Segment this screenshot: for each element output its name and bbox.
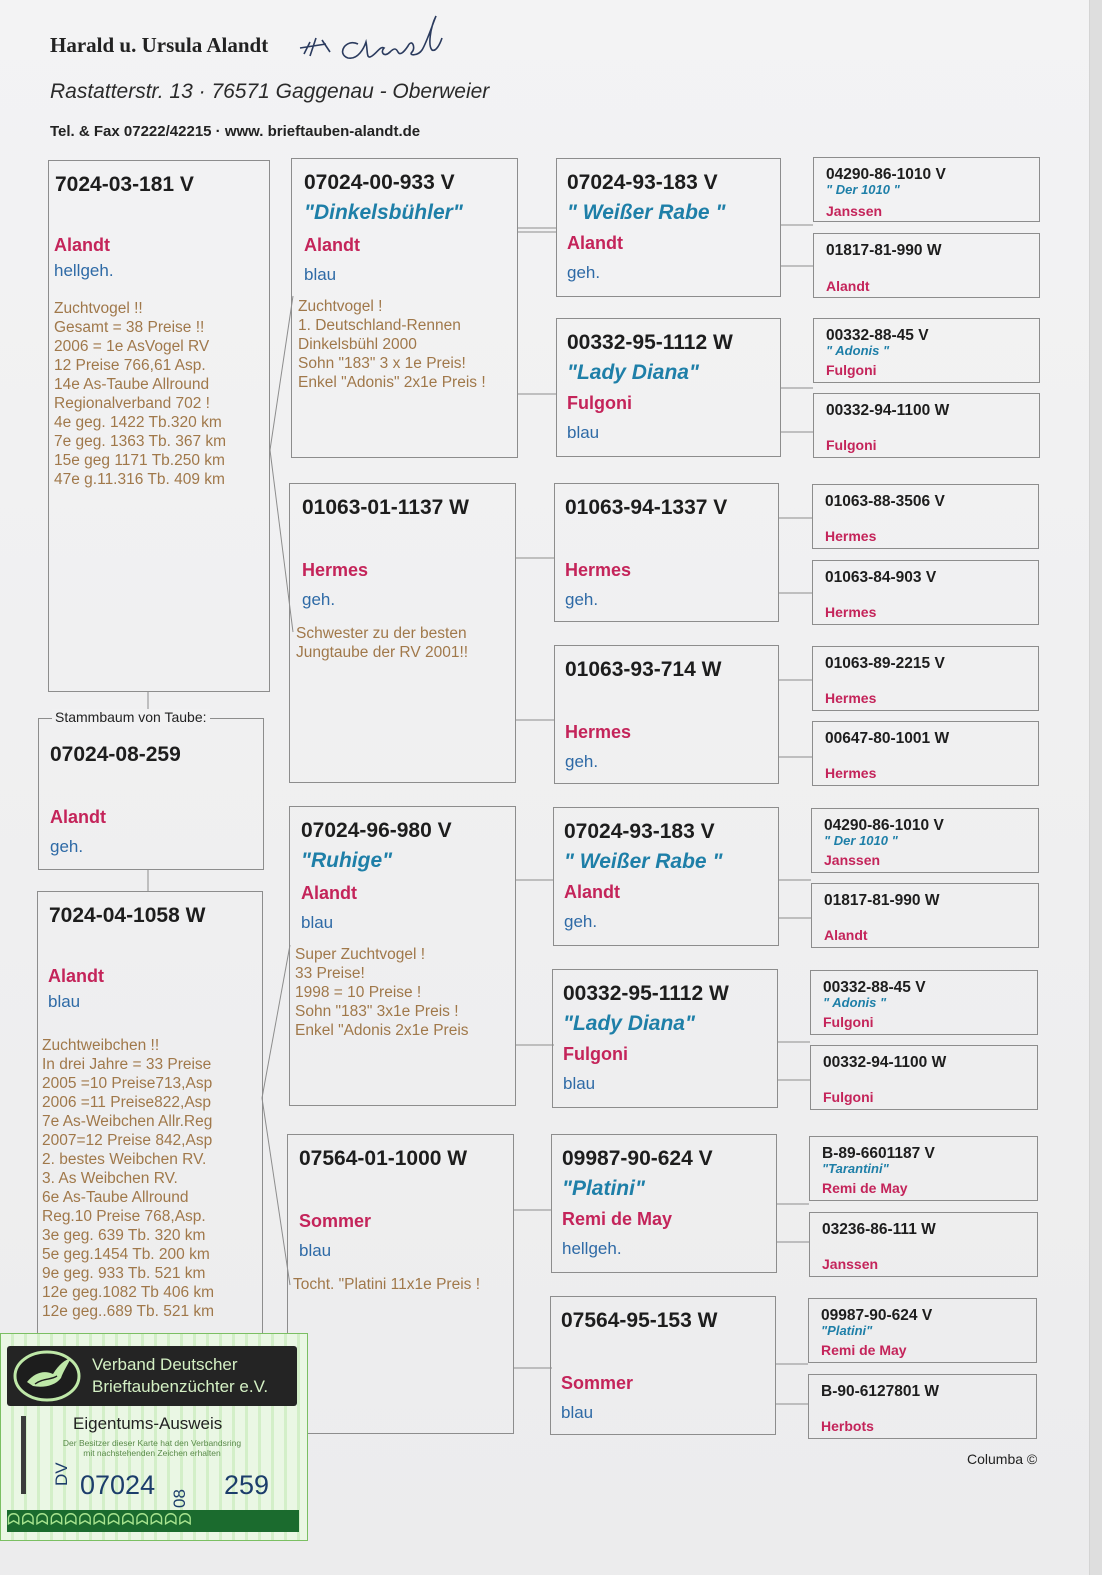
sticker-notice (47, 1438, 257, 1458)
sticker-org (92, 1354, 268, 1398)
great-grandparent-card[interactable] (554, 645, 779, 784)
grandparent-color: blau (304, 265, 337, 284)
note-line: 2005 =10 Preise713,Asp (42, 1075, 213, 1092)
subject-ring: 07024-08-259 (50, 743, 181, 766)
grandparent-nickname: "Dinkelsbühler" (304, 201, 463, 224)
ancestor-card[interactable] (810, 1045, 1038, 1110)
grandparent-nickname: "Ruhige" (301, 849, 393, 872)
grandparent-breeder: Sommer (299, 1211, 372, 1231)
ancestor-card[interactable] (812, 484, 1039, 549)
ancestor-breeder: Remi de May (821, 1342, 907, 1358)
subject-card[interactable] (38, 718, 264, 870)
ancestor-nickname: " Der 1010 " (826, 182, 900, 197)
ancestor-card[interactable] (810, 970, 1038, 1035)
grandparent-breeder: Alandt (304, 235, 360, 255)
great-grandparent-card[interactable] (550, 1296, 776, 1435)
ancestor-card[interactable] (812, 721, 1039, 786)
ancestor-ring: 01063-88-3506 V (825, 493, 945, 510)
gg-breeder: Alandt (567, 233, 623, 253)
ancestor-card[interactable] (812, 560, 1039, 625)
grandparent-breeder: Alandt (301, 883, 357, 903)
ancestor-ring: 01817-81-990 W (824, 892, 940, 909)
owner-address: Rastatterstr. 13 · 76571 Gaggenau - Oberweier (50, 80, 490, 103)
mother-card[interactable] (37, 891, 263, 1341)
father-notes (54, 299, 226, 489)
note-line: 2006 = 1e AsVogel RV (54, 338, 210, 355)
gg-color: geh. (565, 590, 599, 609)
great-grandparent-card[interactable] (552, 969, 778, 1108)
ancestor-nickname: " Adonis " (826, 343, 890, 358)
sticker-org-line: Verband Deutscher (92, 1355, 238, 1374)
copyright: Columba © (967, 1451, 1038, 1467)
ancestor-ring: 00332-94-1100 W (823, 1054, 947, 1071)
note-line: 9e geg. 933 Tb. 521 km (42, 1265, 206, 1282)
note-line: In drei Jahre = 33 Preise (42, 1056, 212, 1073)
note-line: Sohn "183" 3 x 1e Preis! (298, 355, 466, 372)
great-grandparent-card[interactable] (553, 807, 779, 946)
gg-breeder: Hermes (565, 560, 632, 580)
gg-ring: 07564-95-153 W (561, 1309, 718, 1332)
ancestor-card[interactable] (811, 883, 1039, 948)
note-line: Gesamt = 38 Preise !! (54, 319, 205, 336)
gg-ring: 07024-93-183 V (564, 820, 715, 843)
grandparent-card[interactable] (287, 1134, 514, 1434)
pedigree-label: Stammbaum von Taube: (52, 709, 210, 725)
note-line: 7e As-Weibchen Allr.Reg (42, 1113, 213, 1130)
gg-ring: 09987-90-624 V (562, 1147, 713, 1170)
gg-ring: 07024-93-183 V (567, 171, 718, 194)
grandparent-ring: 07564-01-1000 W (299, 1147, 468, 1170)
ancestor-nickname: "Tarantini" (822, 1161, 889, 1176)
gg-breeder: Fulgoni (563, 1044, 628, 1064)
ancestor-card[interactable] (813, 233, 1040, 298)
ancestor-breeder: Hermes (825, 528, 877, 544)
ancestor-ring: 04290-86-1010 V (826, 166, 946, 183)
sticker-number: 259 (224, 1470, 270, 1500)
note-line: 1998 = 10 Preise ! (295, 984, 422, 1001)
grandparent-ring: 07024-00-933 V (304, 171, 455, 194)
ancestor-ring: 00332-94-1100 W (826, 402, 950, 419)
note-line: 2007=12 Preise 842,Asp (42, 1132, 213, 1149)
note-line: 3e geg. 639 Tb. 320 km (42, 1227, 206, 1244)
sticker-notice-line: Der Besitzer dieser Karte hat den Verbandsring (62, 1438, 242, 1448)
gg-color: geh. (565, 752, 599, 771)
note-line: 7e geg. 1363 Tb. 367 km (54, 433, 227, 450)
gg-breeder: Remi de May (562, 1209, 673, 1229)
note-line: Schwester zu der besten (296, 625, 467, 642)
father-ring: 7024-03-181 V (55, 173, 194, 196)
note-line: Enkel "Adonis" 2x1e Preis ! (298, 374, 486, 391)
note-line: 4e geg. 1422 Tb.320 km (54, 414, 222, 431)
gg-breeder: Alandt (564, 882, 620, 902)
note-line: Enkel "Adonis 2x1e Preis (295, 1022, 469, 1039)
gg-color: hellgeh. (562, 1239, 622, 1258)
ancestor-breeder: Janssen (822, 1256, 879, 1272)
ancestor-breeder: Fulgoni (823, 1089, 874, 1105)
ancestor-breeder: Hermes (825, 765, 877, 781)
sticker-club: 07024 (80, 1470, 156, 1500)
ancestor-breeder: Fulgoni (823, 1014, 874, 1030)
note-line: Super Zuchtvogel ! (295, 946, 426, 963)
gg-nickname: " Weißer Rabe " (567, 201, 726, 224)
sticker-prefix: DV (52, 1462, 71, 1486)
subject-breeder: Alandt (50, 807, 106, 827)
grandparent-card[interactable] (291, 158, 518, 458)
gg-breeder: Hermes (565, 722, 632, 742)
subject-color: geh. (50, 837, 84, 856)
note-line: Tocht. "Platini 11x1e Preis ! (293, 1276, 480, 1293)
note-line: Jungtaube der RV 2001!! (296, 644, 469, 661)
ancestor-ring: 00332-88-45 V (826, 327, 929, 344)
note-line: 15e geg 1171 Tb.250 km (54, 452, 225, 469)
grandparent-notes (296, 624, 468, 662)
ancestor-ring: 01817-81-990 W (826, 242, 942, 259)
ancestor-card[interactable] (813, 318, 1040, 383)
ancestor-ring: 00647-80-1001 W (825, 730, 950, 747)
note-line: 2006 =11 Preise822,Asp (42, 1094, 212, 1111)
grandparent-ring: 01063-01-1137 W (302, 496, 469, 519)
gg-ring: 00332-95-1112 W (567, 331, 733, 354)
ancestor-ring: 01063-89-2215 V (825, 655, 945, 672)
ancestor-breeder: Janssen (824, 852, 881, 868)
pigeon-logo-icon (13, 1350, 83, 1407)
gg-color: geh. (564, 912, 598, 931)
ancestor-breeder: Fulgoni (826, 362, 877, 378)
ancestor-breeder: Hermes (825, 604, 877, 620)
grandparent-breeder: Hermes (302, 560, 369, 580)
ancestor-breeder: Janssen (826, 203, 883, 219)
ancestor-breeder: Hermes (825, 690, 877, 706)
ancestor-card[interactable] (809, 1212, 1038, 1277)
sticker-header (7, 1346, 297, 1406)
ancestor-nickname: " Adonis " (823, 995, 887, 1010)
great-grandparent-card[interactable] (551, 1134, 777, 1273)
sticker-marker (21, 1416, 26, 1494)
gg-breeder: Sommer (561, 1373, 634, 1393)
ancestor-breeder: Alandt (824, 927, 868, 943)
great-grandparent-card[interactable] (554, 483, 779, 622)
great-grandparent-card[interactable] (556, 318, 781, 457)
ancestor-breeder: Fulgoni (826, 437, 877, 453)
page-edge (1089, 0, 1102, 1575)
sticker-pattern-band: ᗣᗣᗣᗣᗣᗣᗣᗣᗣᗣᗣᗣᗣ (7, 1510, 299, 1532)
gg-ring: 01063-93-714 W (565, 658, 722, 681)
note-line: Zuchtweibchen !! (42, 1037, 160, 1054)
gg-color: blau (563, 1074, 596, 1093)
ancestor-nickname: " Der 1010 " (824, 833, 898, 848)
grandparent-color: blau (299, 1241, 332, 1260)
sticker-org-line: Brieftaubenzüchter e.V. (92, 1377, 269, 1396)
note-line: 33 Preise! (295, 965, 365, 982)
ancestor-breeder: Herbots (821, 1418, 874, 1434)
note-line: 3. As Weibchen RV. (42, 1170, 178, 1187)
grandparent-color: geh. (302, 590, 336, 609)
note-line: 12e geg.1082 Tb 406 km (42, 1284, 215, 1301)
ancestor-ring: 00332-88-45 V (823, 979, 926, 996)
great-grandparent-card[interactable] (556, 158, 781, 297)
ancestor-breeder: Alandt (826, 278, 870, 294)
ancestor-card[interactable] (813, 157, 1040, 222)
note-line: 6e As-Taube Allround (42, 1189, 189, 1206)
note-line: Zuchtvogel ! (298, 298, 383, 315)
ownership-sticker (0, 1333, 308, 1541)
mother-ring: 7024-04-1058 W (49, 904, 206, 927)
gg-breeder: Fulgoni (567, 393, 632, 413)
ancestor-ring: 09987-90-624 V (821, 1307, 933, 1324)
grandparent-notes (295, 945, 469, 1040)
grandparent-color: blau (301, 913, 334, 932)
grandparent-ring: 07024-96-980 V (301, 819, 452, 842)
gg-nickname: "Platini" (562, 1177, 645, 1200)
ancestor-card[interactable] (812, 646, 1039, 711)
gg-color: geh. (567, 263, 601, 282)
note-line: Sohn "183" 3x1e Preis ! (295, 1003, 459, 1020)
note-line: Dinkelsbühl 2000 (298, 336, 417, 353)
sticker-year: 08 (170, 1489, 189, 1508)
mother-color: blau (48, 992, 81, 1011)
ancestor-card[interactable] (813, 393, 1040, 458)
owner-name: Harald u. Ursula Alandt (50, 33, 269, 57)
note-line: Regionalverband 702 ! (54, 395, 210, 412)
gg-ring: 00332-95-1112 W (563, 982, 729, 1005)
sticker-title: Eigentums-Ausweis (73, 1414, 223, 1433)
grandparent-notes (293, 1275, 480, 1294)
sticker-notice-line: mit nachstehenden Zeichen erhalten (83, 1448, 221, 1458)
gg-ring: 01063-94-1337 V (565, 496, 728, 519)
ancestor-card[interactable] (808, 1374, 1037, 1439)
father-breeder: Alandt (54, 235, 110, 255)
gg-nickname: "Lady Diana" (567, 361, 699, 384)
note-line: 14e As-Taube Allround (54, 376, 210, 393)
note-line: 12 Preise 766,61 Asp. (54, 357, 206, 374)
ancestor-nickname: "Platini" (821, 1323, 873, 1338)
grandparent-notes (298, 297, 486, 392)
note-line: 5e geg.1454 Tb. 200 km (42, 1246, 210, 1263)
ancestor-card[interactable] (808, 1298, 1037, 1363)
grandparent-card[interactable] (289, 806, 516, 1106)
owner-contact: Tel. & Fax 07222/42215 · www. brieftauben-alandt.de (50, 123, 421, 140)
ancestor-ring: 04290-86-1010 V (824, 817, 944, 834)
ancestor-ring: B-89-6601187 V (822, 1145, 935, 1162)
gg-nickname: "Lady Diana" (563, 1012, 695, 1035)
mother-notes (42, 1036, 214, 1321)
ancestor-ring: 03236-86-111 W (822, 1221, 936, 1238)
grandparent-card[interactable] (289, 483, 516, 783)
note-line: Zuchtvogel !! (54, 300, 143, 317)
ancestor-ring: B-90-6127801 W (821, 1383, 940, 1400)
gg-nickname: " Weißer Rabe " (564, 850, 723, 873)
note-line: 2. bestes Weibchen RV. (42, 1151, 207, 1168)
note-line: 12e geg..689 Tb. 521 km (42, 1303, 215, 1320)
ancestor-card[interactable] (809, 1136, 1038, 1201)
gg-color: blau (567, 423, 600, 442)
note-line: Reg.10 Preise 768,Asp. (42, 1208, 206, 1225)
ancestor-breeder: Remi de May (822, 1180, 908, 1196)
note-line: 1. Deutschland-Rennen (298, 317, 461, 334)
note-line: 47e g.11.316 Tb. 409 km (54, 471, 225, 488)
ancestor-ring: 01063-84-903 V (825, 569, 937, 586)
father-color: hellgeh. (54, 261, 114, 280)
gg-color: blau (561, 1403, 594, 1422)
ancestor-card[interactable] (811, 808, 1039, 873)
father-card[interactable] (48, 160, 270, 692)
mother-breeder: Alandt (48, 966, 104, 986)
